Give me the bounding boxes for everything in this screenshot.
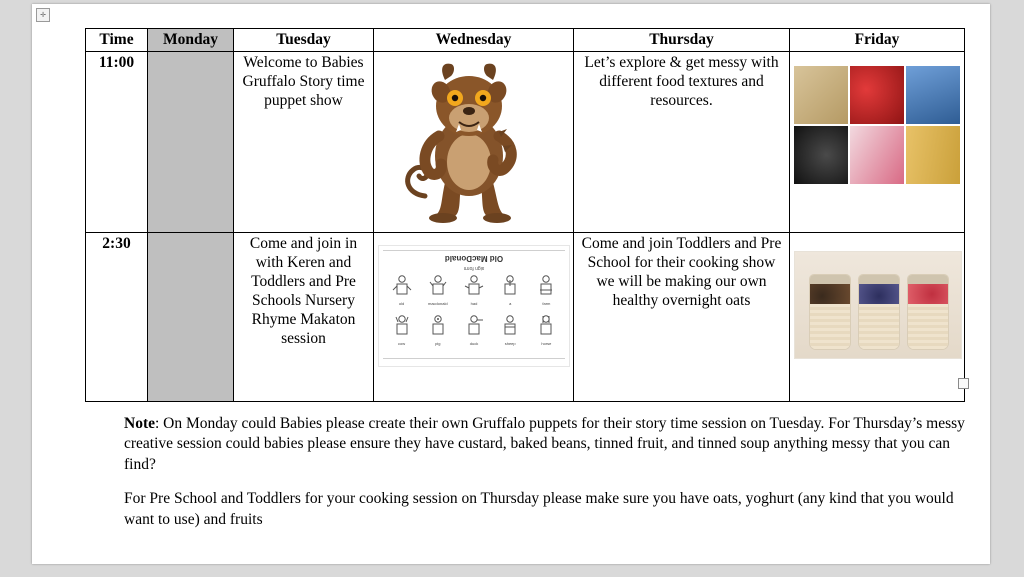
collage-tile-6 <box>906 126 960 184</box>
cell-tuesday-230: Come and join in with Keren and Toddlers and Pre Schools Nursery Rhyme Makaton session <box>234 233 374 402</box>
table-row <box>86 52 965 233</box>
header-tuesday: Tuesday <box>234 29 374 52</box>
makaton-sign <box>494 314 527 351</box>
makaton-sign-label: macdonald <box>428 301 448 306</box>
gruffalo-icon <box>399 58 549 226</box>
cell-thursday-230: Come and join Toddlers and Pre School for their cooking show we will be making our own healthy overnight oats <box>574 233 790 402</box>
oats-jar-2 <box>858 274 900 350</box>
weekly-schedule-table <box>85 28 965 402</box>
makaton-sign-label: sheep <box>504 340 516 346</box>
makaton-sign-label: duck <box>469 340 479 346</box>
makaton-sign-label: horse <box>541 340 552 346</box>
cell-wednesday-1100 <box>374 52 574 233</box>
cell-monday-230 <box>148 233 234 402</box>
makaton-sign <box>421 314 454 351</box>
makaton-sign <box>530 314 563 351</box>
notes-section <box>124 414 968 544</box>
document-page <box>32 4 990 564</box>
collage-tile-3 <box>906 66 960 124</box>
table-header-row <box>86 29 965 52</box>
collage-tile-2 <box>850 66 904 124</box>
makaton-sign <box>385 314 418 351</box>
header-time: Time <box>86 29 148 52</box>
note-paragraph-1-text: : On Monday could Babies please create their own Gruffalo puppets for their story time session on Tuesday. For Thursday’s messy creative session could babies please ensure they have custard, baked beans, tinned fruit, and tinned soup anything messy that you can find? <box>124 415 965 473</box>
note-label: Note <box>124 415 155 432</box>
makaton-sign-label: had <box>470 301 478 306</box>
makaton-sign <box>385 274 418 311</box>
cell-time-230: 2:30 <box>86 233 148 402</box>
header-monday: Monday <box>148 29 234 52</box>
makaton-sign <box>457 274 490 311</box>
makaton-old-macdonald-sheet <box>378 245 570 367</box>
header-friday: Friday <box>790 29 965 52</box>
note-paragraph-1 <box>124 414 968 475</box>
cell-friday-1100 <box>790 52 965 233</box>
overnight-oats-jars-photo <box>794 251 962 359</box>
cell-monday-1100 <box>148 52 234 233</box>
cell-time-1100: 11:00 <box>86 52 148 233</box>
makaton-sheet-subtitle: sign form <box>463 265 485 271</box>
header-thursday: Thursday <box>574 29 790 52</box>
makaton-sign-label: pig <box>435 340 441 346</box>
messy-play-photo-collage <box>794 66 960 184</box>
collage-tile-4 <box>794 126 848 184</box>
makaton-sign <box>494 274 527 311</box>
note-paragraph-2: For Pre School and Toddlers for your cooking session on Thursday please make sure you have oats, yoghurt (any kind that you would want to use) and fruits <box>124 490 954 528</box>
makaton-sheet-title: Old MacDonald <box>444 254 504 263</box>
makaton-sign-label: old <box>398 301 405 306</box>
oats-jar-1 <box>809 274 851 350</box>
gruffalo-illustration <box>378 54 569 226</box>
makaton-sign-grid <box>385 274 563 350</box>
cell-thursday-1100: Let’s explore & get messy with different food textures and resources. <box>574 52 790 233</box>
table-resize-handle[interactable] <box>958 378 969 389</box>
header-wednesday: Wednesday <box>374 29 574 52</box>
makaton-sign <box>457 314 490 351</box>
oats-jar-3 <box>907 274 949 350</box>
cell-wednesday-230 <box>374 233 574 402</box>
makaton-sign-label: cow <box>398 340 406 346</box>
table-row <box>86 233 965 402</box>
cell-friday-230 <box>790 233 965 402</box>
collage-tile-1 <box>794 66 848 124</box>
cell-tuesday-1100: Welcome to Babies Gruffalo Story time puppet show <box>234 52 374 233</box>
makaton-sign <box>421 274 454 311</box>
makaton-sign-label: farm <box>542 301 551 306</box>
collage-tile-5 <box>850 126 904 184</box>
makaton-sign <box>530 274 563 311</box>
table-move-handle[interactable]: ✛ <box>36 8 50 22</box>
makaton-sign-label: a <box>509 301 512 306</box>
